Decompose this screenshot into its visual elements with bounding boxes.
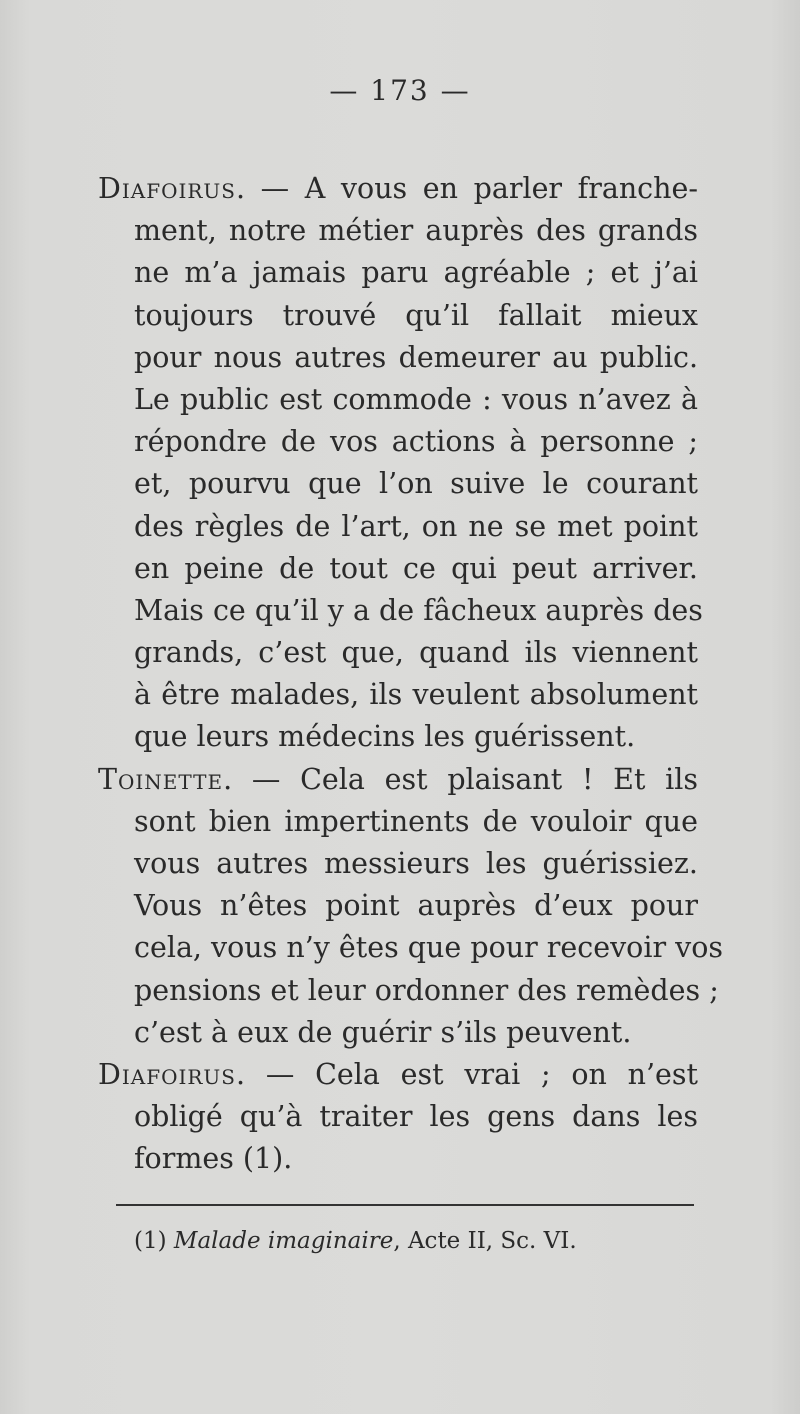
speech-line: Vous n’êtes point auprès d’eux pour bbox=[134, 889, 698, 923]
speech-line: des règles de l’art, on ne se met point bbox=[134, 509, 698, 543]
speech-line: cela, vous n’y êtes que pour recevoir vos bbox=[134, 931, 724, 965]
footnote-work-title: Malade imaginaire bbox=[173, 1228, 394, 1254]
speech-text: . — Cela est plaisant ! Et ils bbox=[223, 762, 698, 796]
speech-line: ment, notre métier auprès des grands bbox=[134, 214, 698, 248]
speech-toinette bbox=[98, 759, 724, 1054]
footnote-reference: , Acte II, Sc. VI. bbox=[393, 1228, 577, 1254]
speech-line: Mais ce qu’il y a de fâcheux auprès des bbox=[134, 593, 703, 627]
speaker-name: Diafoirus bbox=[98, 172, 236, 205]
speech-line: répondre de vos actions à personne ; bbox=[134, 425, 698, 459]
speech-line: et, pourvu que l’on suive le courant bbox=[134, 467, 698, 501]
footnote bbox=[134, 1228, 577, 1254]
speech-line: que leurs médecins les guérissent. bbox=[134, 720, 636, 754]
speech-diafoirus-2 bbox=[98, 1054, 698, 1181]
speech-line: c’est à eux de guérir s’ils peuvent. bbox=[134, 1015, 632, 1049]
speech-line: formes (1). bbox=[134, 1142, 293, 1176]
speech-text: . — Cela est vrai ; on n’est bbox=[235, 1057, 698, 1091]
speech-line: toujours trouvé qu’il fallait mieux bbox=[134, 298, 698, 332]
footnote-marker: (1) bbox=[134, 1228, 167, 1254]
speaker-name: Diafoirus bbox=[98, 1057, 236, 1091]
speech-line: sont bien impertinents de vouloir que bbox=[134, 804, 698, 838]
speaker-name: Toinette bbox=[98, 762, 224, 796]
speech-line: grands, c’est que, quand ils viennent bbox=[134, 636, 698, 670]
speech-first-line bbox=[98, 168, 698, 210]
footnote-divider bbox=[116, 1204, 694, 1206]
page-number: — 173 — bbox=[329, 74, 471, 107]
dialogue bbox=[98, 168, 724, 1181]
speech-first-line bbox=[98, 1054, 698, 1096]
speech-first-line bbox=[98, 759, 698, 801]
speech-line: obligé qu’à traiter les gens dans les bbox=[134, 1100, 698, 1134]
speech-line: pour nous autres demeurer au public. bbox=[134, 340, 698, 374]
speech-line: pensions et leur ordonner des remèdes ; bbox=[134, 973, 719, 1007]
speech-text: . — A vous en parler franche- bbox=[235, 172, 698, 205]
speech-line: Le public est commode : vous n’avez à bbox=[134, 382, 698, 416]
speech-line: en peine de tout ce qui peut arriver. bbox=[134, 551, 698, 585]
speech-line: à être malades, ils veulent absolument bbox=[134, 678, 698, 712]
speech-line: vous autres messieurs les guérissiez. bbox=[134, 847, 698, 880]
speech-line: ne m’a jamais paru agréable ; et j’ai bbox=[134, 256, 698, 290]
speech-diafoirus-1 bbox=[98, 168, 703, 759]
